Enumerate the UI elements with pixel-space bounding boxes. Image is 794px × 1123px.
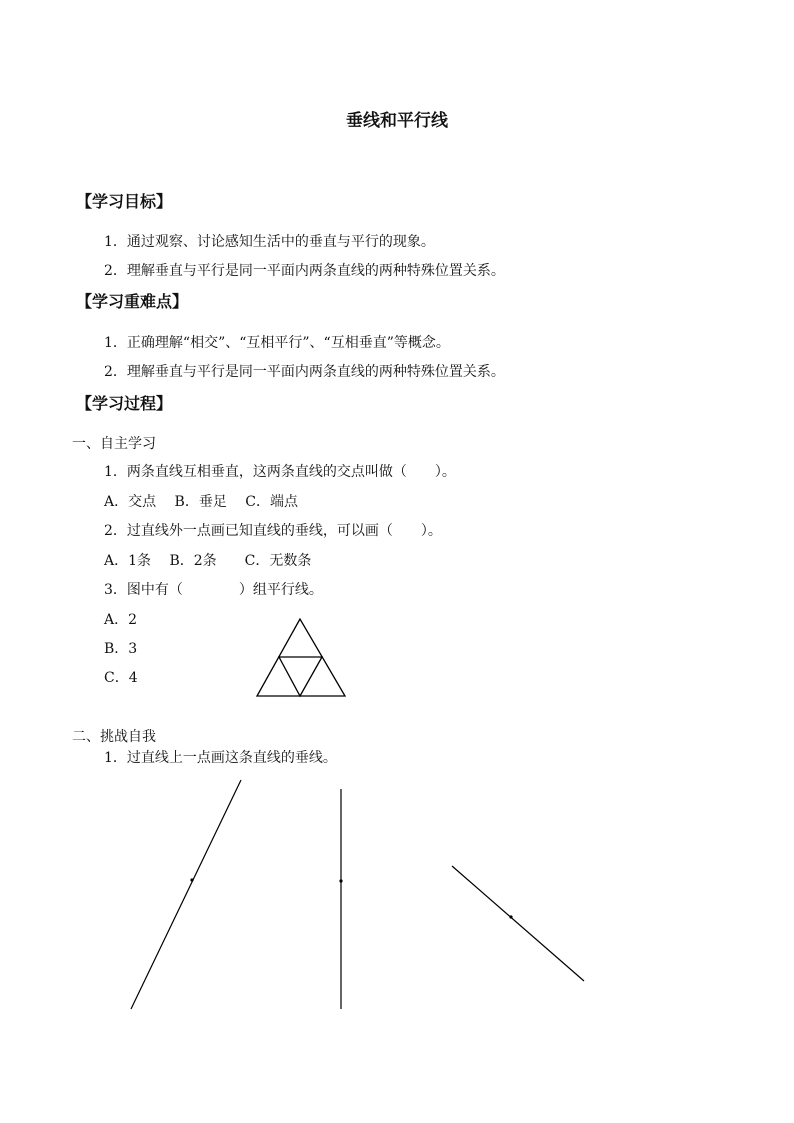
challenge-heading: 二、挑战自我 xyxy=(72,729,156,745)
challenge-question-1: 1．过直线上一点画这条直线的垂线。 xyxy=(104,750,337,766)
line-exercises xyxy=(131,780,584,1009)
key-points-item-1: 1．正确理解“相交”、“互相平行”、“互相垂直”等概念。 xyxy=(104,335,450,351)
self-study-heading: 一、自主学习 xyxy=(72,436,156,452)
page-title: 垂线和平行线 xyxy=(346,111,448,131)
slanted-line-3 xyxy=(452,866,584,981)
point-on-line-2 xyxy=(339,879,342,882)
goals-item-1: 1．通过观察、讨论感知生活中的垂直与平行的现象。 xyxy=(104,234,435,250)
question-1-options: A．交点 B．垂足 C．端点 xyxy=(104,494,299,510)
question-2: 2．过直线外一点画已知直线的垂线，可以画（ ）。 xyxy=(104,523,442,539)
point-on-line-1 xyxy=(190,878,193,881)
question-3-option-c: C．4 xyxy=(104,670,138,686)
inner-triangle xyxy=(279,657,322,696)
slanted-line-1 xyxy=(131,780,241,1009)
key-points-item-2: 2．理解垂直与平行是同一平面内两条直线的两种特殊位置关系。 xyxy=(104,364,505,380)
key-points-heading: 【学习重难点】 xyxy=(76,292,189,311)
question-1: 1．两条直线互相垂直，这两条直线的交点叫做（ ）。 xyxy=(104,464,456,480)
triangle-figure xyxy=(257,619,345,696)
goals-heading: 【学习目标】 xyxy=(76,192,173,211)
question-3-option-a: A．2 xyxy=(104,612,138,628)
goals-item-2: 2．理解垂直与平行是同一平面内两条直线的两种特殊位置关系。 xyxy=(104,263,505,279)
point-on-line-3 xyxy=(509,915,512,918)
question-3-option-b: B．3 xyxy=(104,641,138,657)
question-2-options: A．1条 B．2条 C．无数条 xyxy=(104,553,312,569)
question-3: 3．图中有（ ）组平行线。 xyxy=(104,582,323,598)
process-heading: 【学习过程】 xyxy=(76,394,173,413)
